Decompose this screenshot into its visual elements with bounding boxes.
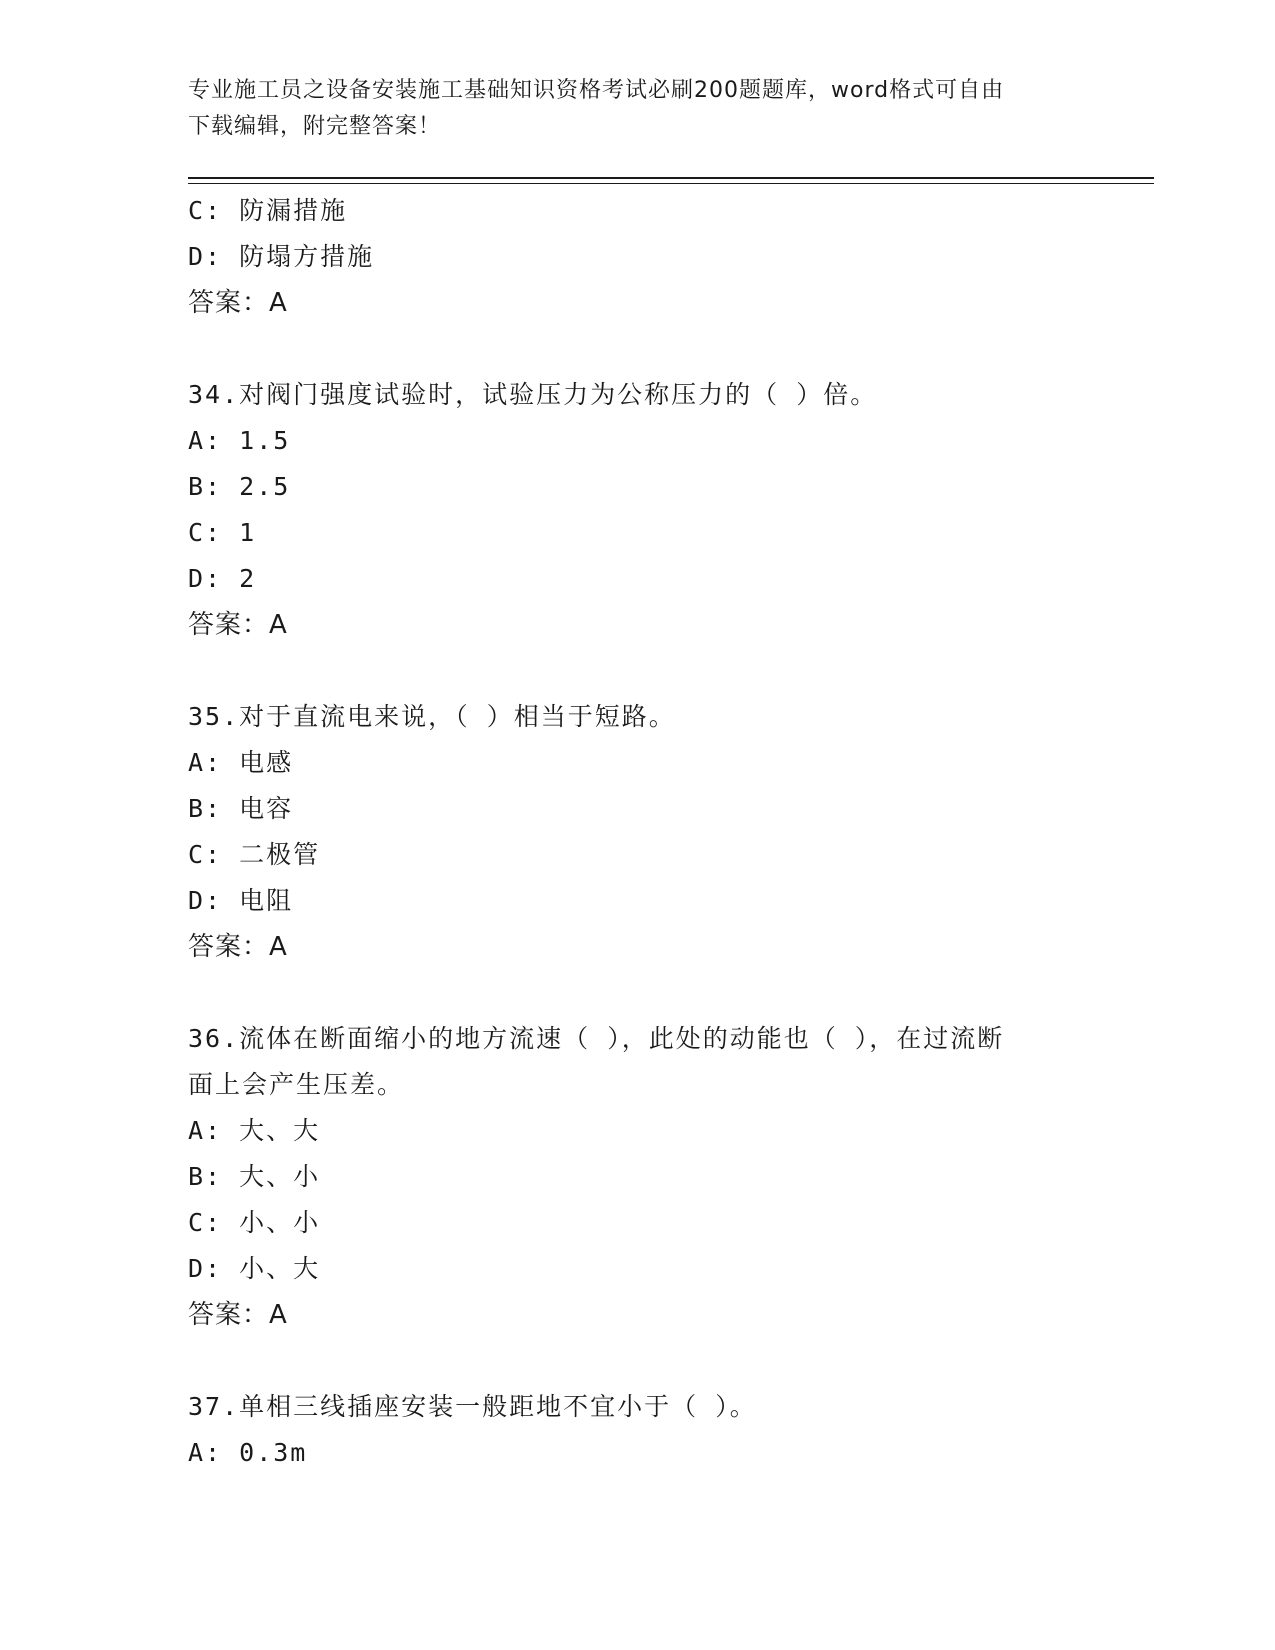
answer-line: 答案：A <box>188 1300 288 1330</box>
option-d: D: 小、大 <box>188 1254 321 1283</box>
question-stem-line-1: 36.流体在断面缩小的地方流速（ ），此处的动能也（ ），在过流断 <box>188 1024 1005 1053</box>
answer-line: 答案：A <box>188 288 288 318</box>
option-c: C: 二极管 <box>188 840 321 869</box>
option-b: B: 电容 <box>188 794 294 823</box>
spacer <box>188 326 1088 372</box>
option-a: A: 1.5 <box>188 426 291 455</box>
option-d: D: 2 <box>188 564 257 593</box>
option-a: A: 0.3m <box>188 1438 308 1467</box>
option-b: B: 大、小 <box>188 1162 321 1191</box>
question-36 <box>188 1016 1088 1338</box>
option-c: C: 1 <box>188 518 257 547</box>
header-rule-thin <box>188 183 1154 184</box>
header-rule-thick <box>188 177 1154 179</box>
answer-line: 答案：A <box>188 932 288 962</box>
question-34 <box>188 372 1088 648</box>
option-d: D: 防塌方措施 <box>188 242 375 271</box>
option-a: A: 电感 <box>188 748 294 777</box>
header-line-2: 下载编辑，附完整答案！ <box>188 114 442 139</box>
option-c: C: 防漏措施 <box>188 196 348 225</box>
question-stem: 34.对阀门强度试验时，试验压力为公称压力的（ ）倍。 <box>188 380 878 409</box>
option-a: A: 大、大 <box>188 1116 321 1145</box>
question-35 <box>188 694 1088 970</box>
spacer <box>188 970 1088 1016</box>
question-33-tail <box>188 188 1088 326</box>
question-list <box>188 188 1088 1476</box>
question-stem: 35.对于直流电来说，（ ）相当于短路。 <box>188 702 676 731</box>
header-line-1: 专业施工员之设备安装施工基础知识资格考试必刷200题题库，word格式可自由 <box>188 78 1005 103</box>
option-b: B: 2.5 <box>188 472 291 501</box>
option-d: D: 电阻 <box>188 886 294 915</box>
spacer <box>188 1338 1088 1384</box>
option-c: C: 小、小 <box>188 1208 321 1237</box>
page-header <box>188 73 1088 145</box>
spacer <box>188 648 1088 694</box>
question-stem-line-2: 面上会产生压差。 <box>188 1070 405 1099</box>
answer-line: 答案：A <box>188 610 288 640</box>
question-37 <box>188 1384 1088 1476</box>
question-stem: 37.单相三线插座安装一般距地不宜小于（ ）。 <box>188 1392 757 1421</box>
